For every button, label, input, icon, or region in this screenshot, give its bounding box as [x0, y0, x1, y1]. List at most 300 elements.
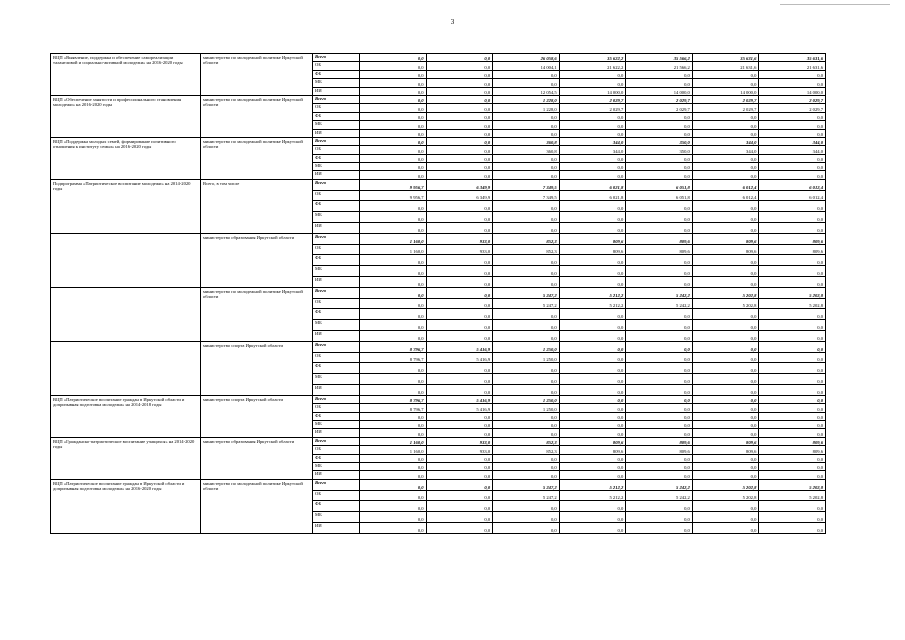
amount-cell: 0,0 [559, 277, 626, 288]
amount-cell: 0,0 [426, 137, 493, 145]
amount-cell: 0,0 [626, 129, 693, 137]
amount-cell: 0,0 [360, 87, 427, 95]
amount-cell: 0,0 [559, 363, 626, 374]
amount-cell: 0,0 [426, 255, 493, 266]
executor-cell: министерство по молодежной политике Иркутской области [201, 54, 313, 96]
amount-cell: 0,0 [426, 112, 493, 120]
amount-cell: 1 228,0 [493, 104, 560, 112]
amount-cell: 0,0 [493, 512, 560, 523]
amount-cell: 5 247,2 [493, 298, 560, 309]
amount-cell: 2 029,7 [626, 95, 693, 103]
amount-cell: 0,0 [692, 112, 759, 120]
funding-source-cell: ИИ [313, 223, 360, 234]
amount-cell: 0,0 [626, 404, 693, 412]
amount-cell: 5 202,8 [759, 479, 826, 490]
amount-cell: 0,0 [559, 412, 626, 420]
amount-cell: 21 631,6 [692, 62, 759, 70]
amount-cell: 0,0 [426, 171, 493, 179]
amount-cell: 0,0 [759, 462, 826, 470]
executor-cell: министерство по молодежной политике Иркутской области [201, 95, 313, 137]
amount-cell: 0,0 [759, 79, 826, 87]
amount-cell: 809,6 [759, 437, 826, 445]
amount-cell: 6 021,8 [559, 190, 626, 201]
executor-cell: министерство по молодежной политике Иркутской области [201, 287, 313, 341]
amount-cell: 0,0 [493, 129, 560, 137]
amount-cell: 0,0 [559, 320, 626, 331]
amount-cell: 0,0 [692, 374, 759, 385]
amount-cell: 0,0 [759, 129, 826, 137]
amount-cell: 0,0 [626, 363, 693, 374]
amount-cell: 5 202,8 [692, 490, 759, 501]
amount-cell: 2 029,7 [559, 104, 626, 112]
funding-source-cell: Всего [313, 179, 360, 190]
amount-cell: 0,0 [759, 320, 826, 331]
amount-cell: 0,0 [559, 341, 626, 352]
amount-cell: 8 796,7 [360, 395, 427, 403]
amount-cell: 0,0 [426, 121, 493, 129]
amount-cell: 360,8 [493, 137, 560, 145]
amount-cell: 5 416,9 [426, 395, 493, 403]
program-name-cell: ВЦП «Поддержка молодых семей, формирование позитивного отношения к институту семьи» на 2016-2020 годы [51, 137, 201, 179]
amount-cell: 0,0 [426, 146, 493, 154]
amount-cell: 0,0 [559, 404, 626, 412]
amount-cell: 0,0 [360, 104, 427, 112]
amount-cell: 5 247,2 [493, 479, 560, 490]
amount-cell: 0,0 [692, 129, 759, 137]
amount-cell: 0,0 [759, 266, 826, 277]
amount-cell: 0,0 [759, 163, 826, 171]
funding-source-cell: МБ [313, 374, 360, 385]
funding-source-cell: МБ [313, 266, 360, 277]
program-name-cell: ВЦП «Гражданско-патриотическое воспитание учащихся» на 2014-2020 годы [51, 437, 201, 479]
funding-source-cell: ОБ [313, 298, 360, 309]
program-name-cell: ВЦП «Обеспечение занятости и профессионального становления молодежи» на 2016-2020 годы [51, 95, 201, 137]
amount-cell: 21 631,6 [759, 62, 826, 70]
funding-source-cell: Всего [313, 54, 360, 62]
amount-cell: 0,0 [360, 320, 427, 331]
table-row [51, 479, 826, 490]
amount-cell: 0,0 [493, 501, 560, 512]
amount-cell: 360,8 [493, 146, 560, 154]
amount-cell: 9 956,7 [360, 190, 427, 201]
amount-cell: 2 029,7 [692, 104, 759, 112]
executor-cell: министерство образования Иркутской области [201, 437, 313, 479]
funding-source-cell: ИИ [313, 331, 360, 342]
amount-cell: 0,0 [759, 154, 826, 162]
amount-cell: 0,0 [360, 70, 427, 78]
funding-source-cell: Всего [313, 395, 360, 403]
amount-cell: 0,0 [759, 420, 826, 428]
amount-cell: 5 247,2 [493, 287, 560, 298]
amount-cell: 5 416,9 [426, 404, 493, 412]
amount-cell: 0,0 [360, 490, 427, 501]
amount-cell: 0,0 [759, 121, 826, 129]
amount-cell: 0,0 [360, 454, 427, 462]
funding-source-cell: МБ [313, 121, 360, 129]
funding-source-cell: ОБ [313, 244, 360, 255]
amount-cell: 344,0 [559, 146, 626, 154]
amount-cell: 0,0 [626, 154, 693, 162]
executor-cell: Всего, в том числе [201, 179, 313, 233]
amount-cell: 0,0 [426, 223, 493, 234]
amount-cell: 1 250,0 [493, 341, 560, 352]
funding-source-cell: ИИ [313, 522, 360, 533]
amount-cell: 21 566,2 [626, 62, 693, 70]
amount-cell: 0,0 [692, 79, 759, 87]
amount-cell: 933,0 [426, 446, 493, 454]
amount-cell: 0,0 [692, 363, 759, 374]
amount-cell: 0,0 [626, 331, 693, 342]
top-edge-line [780, 4, 890, 5]
amount-cell: 1 160,0 [360, 446, 427, 454]
program-name-cell [51, 341, 201, 395]
amount-cell: 809,6 [626, 233, 693, 244]
amount-cell: 0,0 [493, 374, 560, 385]
amount-cell: 0,0 [360, 420, 427, 428]
amount-cell: 0,0 [559, 129, 626, 137]
program-name-cell: ВЦП «Патриотическое воспитание граждан в Иркутской области и допризывная подготовка молодежи» на 2014-2018 годы [51, 395, 201, 437]
amount-cell: 809,6 [626, 437, 693, 445]
amount-cell: 6 012,4 [759, 190, 826, 201]
amount-cell: 0,0 [426, 287, 493, 298]
program-name-cell: Подпрограмма «Патриотическое воспитание молодежи» на 2014-2020 годы [51, 179, 201, 233]
amount-cell: 0,0 [360, 429, 427, 437]
funding-source-cell: ИИ [313, 429, 360, 437]
amount-cell: 0,0 [559, 112, 626, 120]
amount-cell: 0,0 [626, 352, 693, 363]
amount-cell: 0,0 [759, 512, 826, 523]
amount-cell: 0,0 [360, 471, 427, 479]
amount-cell: 8 796,7 [360, 352, 427, 363]
amount-cell: 0,0 [360, 112, 427, 120]
amount-cell: 0,0 [426, 512, 493, 523]
amount-cell: 5 242,2 [626, 479, 693, 490]
funding-source-cell: ФБ [313, 309, 360, 320]
amount-cell: 0,0 [759, 331, 826, 342]
amount-cell: 933,0 [426, 233, 493, 244]
amount-cell: 5 202,8 [692, 298, 759, 309]
amount-cell: 933,0 [426, 437, 493, 445]
amount-cell: 0,0 [626, 320, 693, 331]
table-row [51, 287, 826, 298]
amount-cell: 0,0 [559, 352, 626, 363]
amount-cell: 0,0 [759, 255, 826, 266]
amount-cell: 0,0 [559, 79, 626, 87]
amount-cell: 35 566,2 [626, 54, 693, 62]
amount-cell: 0,0 [626, 412, 693, 420]
amount-cell: 0,0 [559, 374, 626, 385]
amount-cell: 0,0 [426, 501, 493, 512]
amount-cell: 0,0 [759, 429, 826, 437]
amount-cell: 0,0 [692, 154, 759, 162]
amount-cell: 0,0 [759, 522, 826, 533]
amount-cell: 0,0 [559, 454, 626, 462]
funding-source-cell: ИИ [313, 385, 360, 396]
amount-cell: 35 631,6 [759, 54, 826, 62]
amount-cell: 0,0 [493, 385, 560, 396]
amount-cell: 2 029,7 [692, 95, 759, 103]
amount-cell: 0,0 [493, 331, 560, 342]
amount-cell: 0,0 [692, 309, 759, 320]
amount-cell: 2 029,7 [759, 95, 826, 103]
amount-cell: 1 160,0 [360, 233, 427, 244]
amount-cell: 809,6 [692, 244, 759, 255]
amount-cell: 0,0 [692, 429, 759, 437]
amount-cell: 0,0 [626, 471, 693, 479]
amount-cell: 852,3 [493, 244, 560, 255]
amount-cell: 0,0 [626, 454, 693, 462]
amount-cell: 0,0 [360, 201, 427, 212]
amount-cell: 809,6 [759, 233, 826, 244]
amount-cell: 0,0 [360, 522, 427, 533]
amount-cell: 5 212,2 [559, 287, 626, 298]
amount-cell: 1 228,0 [493, 95, 560, 103]
amount-cell: 0,0 [360, 266, 427, 277]
amount-cell: 0,0 [360, 309, 427, 320]
amount-cell: 0,0 [759, 501, 826, 512]
amount-cell: 0,0 [559, 420, 626, 428]
funding-source-cell: Всего [313, 137, 360, 145]
amount-cell: 0,0 [626, 79, 693, 87]
amount-cell: 0,0 [626, 462, 693, 470]
amount-cell: 6 012,4 [692, 190, 759, 201]
amount-cell: 0,0 [626, 512, 693, 523]
amount-cell: 0,0 [360, 374, 427, 385]
amount-cell: 809,6 [559, 437, 626, 445]
amount-cell: 0,0 [426, 363, 493, 374]
table-row [51, 233, 826, 244]
amount-cell: 0,0 [692, 223, 759, 234]
amount-cell: 0,0 [759, 454, 826, 462]
table-row [51, 341, 826, 352]
amount-cell: 0,0 [626, 163, 693, 171]
amount-cell: 852,3 [493, 233, 560, 244]
amount-cell: 0,0 [426, 87, 493, 95]
funding-source-cell: ОБ [313, 490, 360, 501]
table-row [51, 437, 826, 445]
amount-cell: 0,0 [493, 522, 560, 533]
amount-cell: 0,0 [559, 429, 626, 437]
amount-cell: 0,0 [493, 454, 560, 462]
amount-cell: 809,6 [626, 446, 693, 454]
amount-cell: 0,0 [559, 471, 626, 479]
amount-cell: 0,0 [360, 154, 427, 162]
funding-source-cell: ФБ [313, 501, 360, 512]
amount-cell: 0,0 [426, 154, 493, 162]
amount-cell: 0,0 [559, 501, 626, 512]
amount-cell: 344,0 [692, 146, 759, 154]
amount-cell: 0,0 [426, 309, 493, 320]
amount-cell: 5 416,9 [426, 352, 493, 363]
amount-cell: 0,0 [626, 385, 693, 396]
amount-cell: 0,0 [493, 70, 560, 78]
amount-cell: 5 247,2 [493, 490, 560, 501]
amount-cell: 6 012,4 [759, 179, 826, 190]
amount-cell: 0,0 [692, 341, 759, 352]
amount-cell: 0,0 [360, 137, 427, 145]
amount-cell: 0,0 [692, 522, 759, 533]
amount-cell: 1 160,0 [360, 437, 427, 445]
funding-source-cell: Всего [313, 341, 360, 352]
amount-cell: 2 029,7 [626, 104, 693, 112]
amount-cell: 0,0 [493, 412, 560, 420]
amount-cell: 0,0 [360, 62, 427, 70]
funding-source-cell: ФБ [313, 412, 360, 420]
funding-source-cell: ФБ [313, 363, 360, 374]
amount-cell: 0,0 [626, 70, 693, 78]
amount-cell: 14 000,0 [692, 87, 759, 95]
amount-cell: 0,0 [692, 471, 759, 479]
amount-cell: 0,0 [360, 501, 427, 512]
amount-cell: 0,0 [692, 331, 759, 342]
amount-cell: 6 012,4 [692, 179, 759, 190]
funding-source-cell: ИИ [313, 171, 360, 179]
amount-cell: 350,0 [626, 137, 693, 145]
amount-cell: 0,0 [759, 395, 826, 403]
amount-cell: 0,0 [559, 462, 626, 470]
amount-cell: 0,0 [759, 171, 826, 179]
amount-cell: 0,0 [360, 146, 427, 154]
table-row [51, 395, 826, 403]
funding-source-cell: ИИ [313, 87, 360, 95]
amount-cell: 0,0 [493, 429, 560, 437]
funding-source-cell: МБ [313, 420, 360, 428]
amount-cell: 0,0 [360, 163, 427, 171]
funding-source-cell: ОБ [313, 62, 360, 70]
amount-cell: 0,0 [759, 352, 826, 363]
amount-cell: 0,0 [493, 212, 560, 223]
amount-cell: 809,6 [692, 437, 759, 445]
amount-cell: 0,0 [692, 70, 759, 78]
amount-cell: 0,0 [360, 212, 427, 223]
amount-cell: 0,0 [360, 287, 427, 298]
funding-source-cell: МБ [313, 79, 360, 87]
budget-table-body [51, 54, 826, 534]
amount-cell: 5 416,9 [426, 341, 493, 352]
funding-source-cell: ФБ [313, 154, 360, 162]
funding-source-cell: ФБ [313, 255, 360, 266]
funding-source-cell: ОБ [313, 104, 360, 112]
amount-cell: 0,0 [360, 412, 427, 420]
amount-cell: 0,0 [426, 471, 493, 479]
amount-cell: 0,0 [493, 223, 560, 234]
amount-cell: 1 250,0 [493, 352, 560, 363]
amount-cell: 0,0 [360, 385, 427, 396]
amount-cell: 0,0 [426, 163, 493, 171]
funding-source-cell: ИИ [313, 129, 360, 137]
amount-cell: 0,0 [626, 212, 693, 223]
amount-cell: 0,0 [759, 471, 826, 479]
amount-cell: 5 202,8 [692, 287, 759, 298]
amount-cell: 0,0 [559, 223, 626, 234]
amount-cell: 344,0 [759, 146, 826, 154]
executor-cell: министерство образования Иркутской области [201, 233, 313, 287]
table-row [51, 95, 826, 103]
funding-source-cell: МБ [313, 462, 360, 470]
amount-cell: 809,6 [692, 446, 759, 454]
amount-cell: 0,0 [493, 266, 560, 277]
amount-cell: 0,0 [360, 512, 427, 523]
amount-cell: 0,0 [692, 462, 759, 470]
amount-cell: 0,0 [493, 255, 560, 266]
amount-cell: 0,0 [426, 298, 493, 309]
amount-cell: 0,0 [426, 62, 493, 70]
funding-source-cell: ФБ [313, 454, 360, 462]
amount-cell: 0,0 [493, 277, 560, 288]
amount-cell: 5 242,2 [626, 490, 693, 501]
amount-cell: 344,0 [759, 137, 826, 145]
amount-cell: 0,0 [493, 121, 560, 129]
amount-cell: 0,0 [360, 298, 427, 309]
table-row [51, 137, 826, 145]
amount-cell: 0,0 [426, 201, 493, 212]
amount-cell: 0,0 [426, 277, 493, 288]
amount-cell: 0,0 [426, 79, 493, 87]
amount-cell: 0,0 [626, 171, 693, 179]
amount-cell: 809,6 [759, 446, 826, 454]
amount-cell: 852,3 [493, 446, 560, 454]
funding-source-cell: МБ [313, 320, 360, 331]
amount-cell: 0,0 [692, 171, 759, 179]
program-name-cell [51, 287, 201, 341]
page-number: 3 [450, 18, 455, 26]
amount-cell: 0,0 [692, 212, 759, 223]
amount-cell: 0,0 [426, 331, 493, 342]
funding-source-cell: ОБ [313, 446, 360, 454]
amount-cell: 6 051,8 [626, 179, 693, 190]
amount-cell: 0,0 [360, 95, 427, 103]
amount-cell: 0,0 [426, 104, 493, 112]
amount-cell: 0,0 [759, 385, 826, 396]
amount-cell: 7 349,5 [493, 179, 560, 190]
amount-cell: 0,0 [759, 201, 826, 212]
amount-cell: 0,0 [626, 395, 693, 403]
amount-cell: 5 202,8 [759, 298, 826, 309]
amount-cell: 0,0 [759, 363, 826, 374]
amount-cell: 2 029,7 [559, 95, 626, 103]
funding-source-cell: ФБ [313, 70, 360, 78]
amount-cell: 5 212,2 [559, 298, 626, 309]
amount-cell: 0,0 [626, 277, 693, 288]
amount-cell: 0,0 [759, 277, 826, 288]
amount-cell: 0,0 [426, 129, 493, 137]
amount-cell: 0,0 [626, 121, 693, 129]
amount-cell: 0,0 [360, 479, 427, 490]
program-name-cell: ВЦП «Патриотическое воспитание граждан в Иркутской области и допризывная подготовка молодежи» на 2016-2020 годы [51, 479, 201, 533]
amount-cell: 0,0 [692, 277, 759, 288]
budget-table [50, 53, 826, 534]
amount-cell: 5 212,2 [559, 490, 626, 501]
amount-cell: 0,0 [626, 266, 693, 277]
amount-cell: 0,0 [692, 121, 759, 129]
amount-cell: 0,0 [759, 341, 826, 352]
amount-cell: 0,0 [360, 363, 427, 374]
amount-cell: 0,0 [493, 163, 560, 171]
amount-cell: 0,0 [426, 412, 493, 420]
amount-cell: 0,0 [626, 223, 693, 234]
amount-cell: 0,0 [360, 255, 427, 266]
program-name-cell: ВЦП «Выявление, поддержка и обеспечение самореализации талантливой и социально-активной молодежи» на 2016-2020 годы [51, 54, 201, 96]
amount-cell: 0,0 [559, 201, 626, 212]
amount-cell: 0,0 [759, 404, 826, 412]
amount-cell: 0,0 [692, 454, 759, 462]
amount-cell: 0,0 [559, 255, 626, 266]
amount-cell: 0,0 [692, 201, 759, 212]
funding-source-cell: ОБ [313, 352, 360, 363]
table-row [51, 54, 826, 62]
amount-cell: 0,0 [692, 404, 759, 412]
amount-cell: 0,0 [626, 374, 693, 385]
